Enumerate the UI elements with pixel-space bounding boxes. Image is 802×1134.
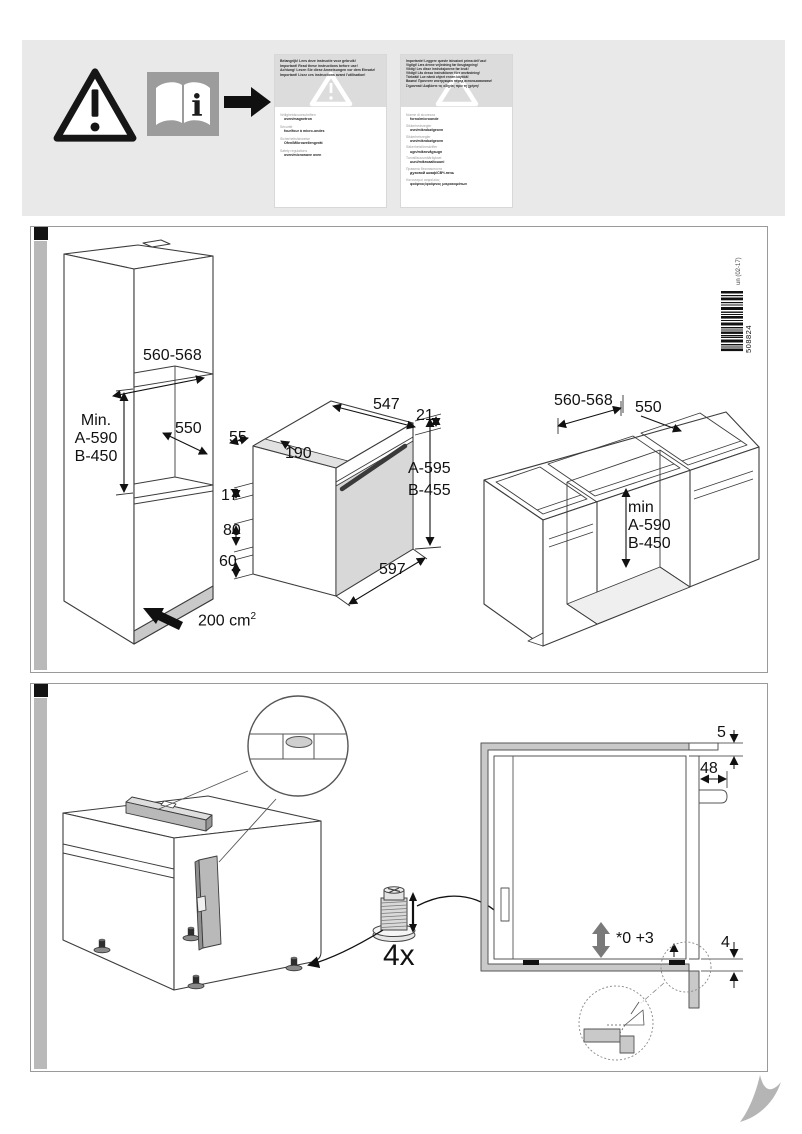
handle-depth-label: 48: [700, 760, 718, 777]
entry-value: uuni/mikroaaltouuni: [410, 160, 445, 165]
feet-count-label: 4x: [383, 939, 415, 972]
entry-value: forno/microonde: [410, 117, 439, 122]
niche-cross-section-drawing: [481, 730, 743, 1060]
height-b-label: B-450: [74, 448, 118, 465]
barcode-revision: un (02-17): [736, 257, 742, 285]
base-niche-width-label: 560-568: [554, 392, 613, 409]
notice-line: Vigtigt! Læs denne vejledning før ibrugtagning!: [406, 63, 478, 68]
oven-leveling-drawing: [63, 796, 321, 990]
safety-booklet-page-2: [400, 54, 513, 208]
entry-value: oven/magnetron: [284, 117, 312, 122]
notice-line: Belangrijk! Lees deze instructie voor gebruik!: [280, 59, 356, 63]
installation-drawing: [31, 684, 767, 1071]
entry-value: four/four à micro-ondes: [284, 129, 325, 134]
entry-value: oven/microwave oven: [284, 153, 322, 158]
notice-line: Viktigt! Läs dessa instruktioner före användning!: [406, 71, 481, 76]
booklet-entry: [280, 149, 386, 158]
booklet-entry: [406, 145, 512, 154]
oven-height-label: [408, 458, 451, 502]
booklet-entry: [280, 137, 386, 146]
vent-area-value: 200 cm: [198, 612, 251, 630]
entry-label: Sikkerhedsregler: [406, 123, 432, 128]
entry-label: Säkerhetsföreskrifter: [406, 145, 438, 150]
info-glyph: i: [191, 89, 203, 124]
arrow-right-icon: [224, 87, 271, 117]
entry-value: φούρνος/φούρνος μικροκυμάτων: [410, 181, 467, 186]
notice-line: Важно! Прочтите инструкцию перед использованием!: [406, 79, 492, 84]
page-curl-icon: [740, 1075, 790, 1130]
vent-area-label: [198, 611, 256, 630]
booklet-entry: [406, 156, 512, 165]
entry-value: ugn/mikrovågsugn: [410, 149, 443, 154]
entry-label: Κανονισμοί ασφαλείας: [406, 177, 440, 182]
booklet-entry: [406, 135, 512, 144]
notice-line: Σημαντικό! Διαβάστε τις οδηγίες πριν τη χρήση!: [406, 83, 479, 88]
tall-niche-depth-label: 550: [175, 420, 202, 437]
spirit-level-side: [195, 856, 221, 950]
door-handle-profile: [699, 790, 727, 803]
read-manual-icon: [147, 72, 219, 136]
height-a-label: A-595: [408, 460, 451, 477]
entry-label: Sécurité: [280, 125, 293, 129]
booklet-entry: [280, 125, 386, 134]
entry-label: Sicherheitshinweise: [280, 137, 310, 141]
min-label: min: [628, 499, 654, 516]
entry-label: Sikkerhetsregler: [406, 134, 431, 139]
notice-line: Importante! Leggere queste istruzioni prima dell'uso!: [406, 59, 487, 63]
booklet-entry: [406, 124, 512, 133]
corner-detail-circle: [579, 986, 653, 1060]
built-in-oven-drawing: [230, 401, 441, 606]
oven-offset-label: 21: [416, 407, 434, 424]
booklet-body-1: [275, 107, 386, 158]
entry-label: Turvallisuusmääräykset: [406, 156, 442, 161]
entry-value: ovn/mikrobølgeovn: [410, 138, 444, 143]
height-adjust-label: *0 +3: [616, 930, 654, 947]
height-a-label: A-590: [74, 430, 118, 447]
dimensions-drawing: [31, 227, 767, 672]
installation-panel: [30, 683, 768, 1072]
barcode-number: 508824: [744, 324, 753, 353]
safety-booklet-page-1: [274, 54, 387, 208]
barcode: [721, 257, 753, 355]
height-b-label: B-450: [628, 535, 671, 552]
height-b-label: B-455: [408, 482, 451, 499]
oven-width-label: 597: [379, 561, 406, 578]
min-label: Min.: [80, 412, 112, 429]
booklet-body-2: [401, 107, 512, 186]
booklet-header-1: [275, 55, 386, 107]
top-gap-label: 5: [717, 724, 726, 741]
oven-top-depth-label: 190: [285, 445, 312, 462]
entry-label: Norme di sicurezza: [406, 113, 436, 117]
entry-value: духовой шкаф/СВЧ-печь: [410, 171, 455, 176]
base-niche-depth-label: 550: [635, 399, 662, 416]
warning-banner: [22, 40, 785, 216]
vent-area-exponent: 2: [250, 611, 257, 622]
notice-line: Achtung! Lesen Sie diese Anweisungen vor dem Einsatz!: [280, 68, 376, 73]
booklet-entry: [406, 113, 512, 122]
base-cabinet-drawing: [484, 395, 759, 646]
entry-label: Правила безопасности: [406, 166, 443, 171]
booklet-entry: [280, 113, 386, 122]
warning-triangle-icon: [53, 66, 137, 144]
tall-niche-height-label: [69, 412, 123, 466]
notice-line: Tärkeää! Lue nämä ohjeet ennen käyttöä!: [406, 75, 469, 80]
entry-label: Safety regulations: [280, 149, 308, 153]
adjustable-foot-icon: [373, 887, 417, 942]
tall-niche-width-label: 560-568: [143, 347, 202, 364]
open-book-icon: [147, 72, 219, 136]
booklet-entry: [406, 167, 512, 176]
oven-dim80-label: 80: [223, 522, 241, 539]
oven-dim17-label: 17: [221, 487, 239, 504]
entry-value: Ofen/Mikrowellengerät: [284, 141, 323, 146]
notice-line: Important! Lisez ces instructions avant l'utilisation!: [280, 72, 366, 77]
oven-setback-label: 55: [229, 429, 247, 446]
base-niche-height-label: [628, 499, 671, 553]
bottom-gap-label: 4: [721, 934, 730, 951]
oven-depth-label: 547: [373, 396, 400, 413]
booklet-entry: [406, 178, 512, 187]
notice-line: Viktig! Les disse instruksjonene før bruk!: [406, 67, 469, 72]
height-a-label: A-590: [628, 517, 671, 534]
niche-dimensions-panel: [30, 226, 768, 673]
oven-dim60-label: 60: [219, 553, 237, 570]
entry-label: Veiligheidsvoorschriften: [280, 113, 316, 117]
booklet-header-2: [401, 55, 512, 107]
notice-line: Important! Read these instructions before use!: [280, 63, 358, 68]
entry-value: ovn/mikrobølgeovn: [410, 128, 444, 132]
level-bubble-icon: [286, 737, 312, 748]
